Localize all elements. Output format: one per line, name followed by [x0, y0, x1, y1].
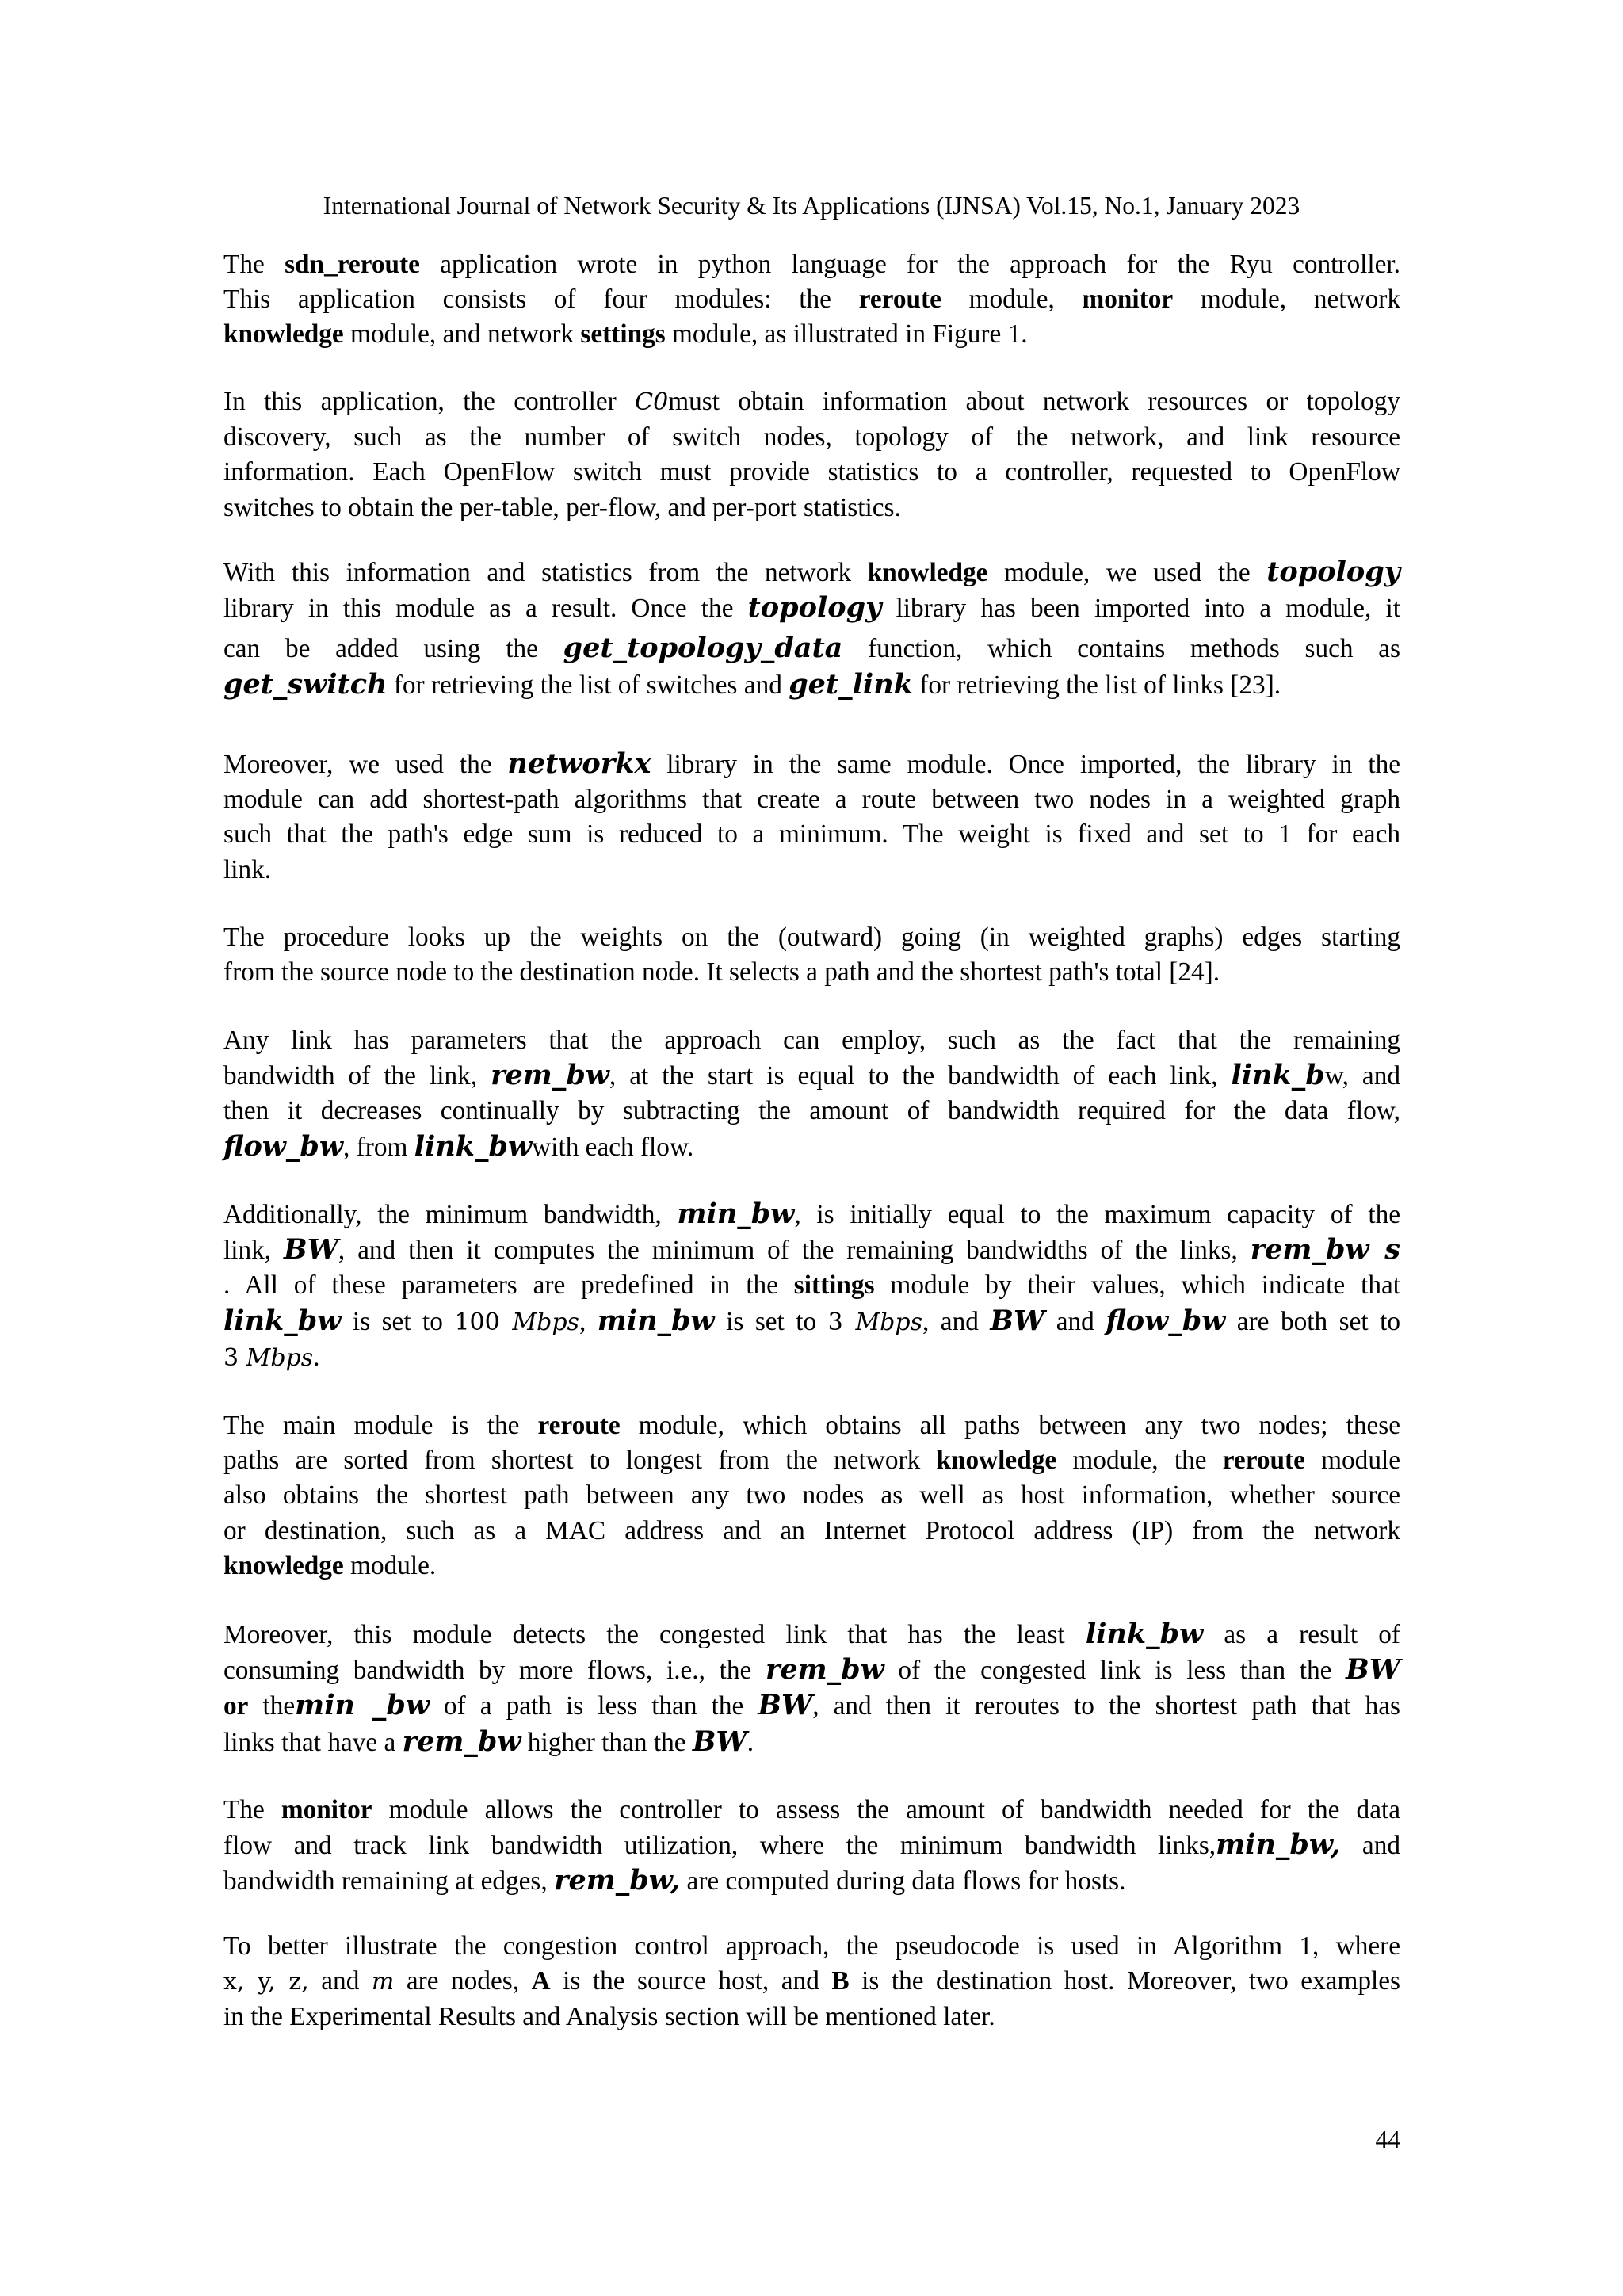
bold-term: monitor — [1082, 285, 1174, 315]
text-line: in the Experimental Results and Analysis section will be mentioned later. — [223, 2002, 995, 2032]
text-run: for retrieving the list of links [23]. — [912, 670, 1281, 700]
text-line — [223, 590, 1400, 626]
text-line — [223, 667, 1400, 703]
text-run: module — [1304, 1446, 1401, 1476]
text-line — [223, 384, 1400, 420]
bold-term: knowledge — [936, 1446, 1057, 1476]
text-line — [223, 1443, 1400, 1478]
math-bw: BW — [1346, 1653, 1400, 1687]
text-run: 100 — [454, 1308, 513, 1336]
text-line: To better illustrate the congestion control approach, the pseudocode is used in Algorithm 1, where — [223, 1931, 1400, 1961]
text-line — [223, 1058, 1400, 1094]
text-run: This application consists of four modules: the — [223, 285, 859, 315]
math-rem-bw-s: rem_bw s — [1250, 1233, 1401, 1266]
text-line: link. — [223, 854, 272, 884]
text-run: the — [248, 1691, 296, 1721]
math-link-bw: link_b — [1231, 1059, 1325, 1092]
text-line — [223, 555, 1400, 590]
bold-term: reroute — [537, 1411, 621, 1440]
text-run: link, — [223, 1236, 285, 1266]
text-line: also obtains the shortest path between any two nodes as well as host information, whether source — [223, 1480, 1400, 1511]
text-run: In this application, the controller — [223, 387, 636, 416]
text-line — [223, 1652, 1400, 1688]
text-line: module can add shortest-path algorithms that create a route between two nodes in a weighted graph — [223, 785, 1400, 815]
math-rem-bw: rem_bw — [402, 1725, 521, 1758]
math-bw: BW — [758, 1689, 813, 1722]
math-link-bw: link_bw — [414, 1129, 533, 1163]
text-run: . All of these parameters are predefined in the — [223, 1270, 794, 1301]
text-run: and — [1044, 1306, 1106, 1336]
math-link-bw: link_bw — [223, 1304, 342, 1337]
text-run: module, we used the — [987, 558, 1267, 587]
paragraph-9 — [223, 1617, 1400, 1760]
paragraph-6 — [223, 1023, 1400, 1165]
text-line: Any link has parameters that the approach can employ, such as the fact that the remaining — [223, 1026, 1400, 1055]
bold-term: settings — [580, 319, 666, 350]
text-run: module, which obtains all paths between any two nodes; these — [620, 1411, 1400, 1440]
bold-term: reroute — [1222, 1446, 1305, 1476]
text-run: bandwidth of the link, — [223, 1061, 491, 1091]
paragraph-11 — [223, 1929, 1400, 2035]
text-run: module by their values, which indicate that — [874, 1270, 1400, 1301]
bold-term: B — [831, 1966, 850, 1996]
text-run: , — [579, 1306, 598, 1336]
text-run: and — [308, 1966, 372, 1996]
text-line — [223, 1304, 1400, 1340]
text-run: Mbps — [855, 1308, 922, 1336]
text-run: are nodes, — [394, 1966, 532, 1996]
text-line — [223, 631, 1400, 667]
text-run: and — [1340, 1831, 1400, 1861]
text-line — [223, 1793, 1400, 1828]
text-run: paths are sorted from shortest to longest from the network — [223, 1446, 937, 1476]
math-c0: C0 — [635, 388, 669, 416]
bold-term: knowledge — [223, 319, 344, 350]
running-header: International Journal of Network Security & Its Applications (IJNSA) Vol.15, No.1, January 2023 — [323, 192, 1300, 220]
math-bw: BW — [990, 1304, 1045, 1337]
bold-term: sittings — [793, 1270, 875, 1301]
math-get-switch: get_switch — [223, 667, 388, 701]
text-run: , and — [922, 1306, 991, 1336]
math-get-link: get_link — [789, 667, 913, 701]
paragraph-4 — [223, 747, 1400, 888]
text-run: library in the same module. Once imported, the library in the — [651, 750, 1401, 779]
text-line — [223, 1863, 1400, 1899]
text-run: 3 — [223, 1343, 246, 1372]
math-rem-bw: rem_bw — [491, 1059, 609, 1092]
text-line: from the source node to the destination node. It selects a path and the shortest path's total [24]. — [223, 957, 1220, 988]
text-run: is set to — [341, 1306, 455, 1336]
text-run: module. — [343, 1550, 437, 1580]
text-line: switches to obtain the per-table, per-flow, and per-port statistics. — [223, 492, 901, 522]
paragraph-3 — [223, 555, 1400, 703]
paragraph-10 — [223, 1793, 1400, 1900]
text-run: The — [223, 250, 285, 279]
math-topology: topology — [1266, 556, 1401, 588]
text-run: The — [223, 1795, 281, 1824]
text-run: is the source host, and — [550, 1966, 832, 1996]
text-run: Moreover, we used the — [223, 750, 508, 779]
text-line — [223, 1197, 1400, 1232]
text-run: are both set to — [1225, 1306, 1400, 1336]
text-run: for retrieving the list of switches and — [387, 670, 789, 700]
math-min-bw: min_bw, — [1216, 1828, 1341, 1862]
bold-term: knowledge — [223, 1550, 344, 1580]
bold-term: knowledge — [867, 558, 988, 587]
text-run: module allows the controller to assess the amount of bandwidth needed for the data — [372, 1795, 1401, 1824]
text-line — [223, 1268, 1400, 1303]
bold-term: or — [223, 1691, 249, 1721]
text-run: is the destination host. Moreover, two examples — [849, 1966, 1401, 1996]
text-line: discovery, such as the number of switch nodes, topology of the network, and link resource — [223, 422, 1400, 453]
text-run: application wrote in python language for the approach for the Ryu controller. — [419, 250, 1400, 279]
text-line — [223, 1688, 1400, 1724]
math-rem-bw: rem_bw — [765, 1653, 884, 1687]
bold-term: A — [531, 1966, 551, 1996]
paragraph-2 — [223, 384, 1400, 525]
text-line: such that the path's edge sum is reduced to a minimum. The weight is fixed and set to 1 for each — [223, 819, 1400, 850]
text-line: information. Each OpenFlow switch must provide statistics to a controller, requested to OpenFlow — [223, 457, 1400, 487]
text-run: consuming bandwidth by more flows, i.e., the — [223, 1656, 766, 1686]
math-nodes: x, y, z, — [223, 1968, 309, 1996]
math-min-bw: min_bw — [597, 1304, 715, 1337]
text-run: 3 — [827, 1308, 856, 1336]
text-run: , at the start is equal to the bandwidth of each link, — [609, 1061, 1232, 1091]
text-run: module, network — [1173, 285, 1400, 315]
paragraph-7 — [223, 1197, 1400, 1376]
text-run: must obtain information about network resources or topology — [668, 387, 1400, 416]
math-networkx: networkx — [507, 747, 651, 780]
math-link-bw: link_bw — [1085, 1618, 1204, 1650]
text-run: library in this module as a result. Once the — [223, 594, 748, 624]
math-min-bw: min_bw — [677, 1198, 795, 1230]
text-run: links that have a — [223, 1727, 403, 1757]
text-run: . — [313, 1342, 320, 1372]
text-line — [223, 247, 1400, 282]
text-run: module, as illustrated in Figure 1. — [665, 319, 1028, 350]
text-run: module, — [941, 285, 1083, 315]
math-flow-bw: flow_bw — [1106, 1304, 1226, 1337]
paragraph-5 — [223, 920, 1400, 990]
text-run: , from — [343, 1132, 414, 1162]
math-get-topology-data: get_topology_data — [563, 632, 843, 665]
text-run: The main module is the — [223, 1411, 538, 1440]
text-line — [223, 317, 1400, 352]
text-run: w, and — [1324, 1061, 1401, 1091]
text-line — [223, 1129, 1400, 1165]
text-line: then it decreases continually by subtracting the amount of bandwidth required for the data flow, — [223, 1096, 1400, 1126]
bold-term: monitor — [281, 1795, 372, 1824]
text-line: The procedure looks up the weights on the (outward) going (in weighted graphs) edges starting — [223, 923, 1400, 952]
paragraph-8 — [223, 1408, 1400, 1584]
text-run: as a result of — [1203, 1620, 1400, 1649]
math-min-bw: min _bw — [295, 1689, 430, 1722]
math-flow-bw: flow_bw — [223, 1129, 344, 1163]
text-run: with each flow. — [532, 1132, 694, 1162]
text-run: . — [747, 1727, 754, 1757]
text-run: library has been imported into a module, it — [881, 594, 1400, 624]
text-run: higher than the — [521, 1727, 693, 1757]
text-line — [223, 1340, 1400, 1376]
text-run: of the congested link is less than the — [884, 1656, 1346, 1686]
text-line — [223, 1725, 1400, 1760]
text-line — [223, 1549, 1400, 1584]
text-line — [223, 1828, 1400, 1863]
text-run: , and then it computes the minimum of the remaining bandwidths of the links, — [338, 1236, 1251, 1266]
text-line — [223, 1408, 1400, 1443]
text-run: Mbps — [246, 1343, 314, 1372]
text-run: flow and track link bandwidth utilization, where the minimum bandwidth links, — [223, 1831, 1216, 1861]
paragraph-1 — [223, 247, 1400, 353]
text-run: module, the — [1056, 1446, 1223, 1476]
text-run: , and then it reroutes to the shortest path that has — [812, 1691, 1400, 1721]
text-run: is set to — [714, 1306, 828, 1336]
text-run: can be added using the — [223, 634, 563, 664]
text-line — [223, 1232, 1400, 1268]
text-run: Additionally, the minimum bandwidth, — [223, 1200, 678, 1229]
text-line — [223, 1617, 1400, 1652]
text-run: are computed during data flows for hosts. — [680, 1866, 1126, 1897]
text-run: With this information and statistics from the network — [223, 558, 868, 587]
page-number: 44 — [1375, 2126, 1400, 2153]
text-run: , is initially equal to the maximum capacity of the — [794, 1200, 1400, 1229]
text-line — [223, 747, 1400, 782]
text-run: module, and network — [343, 319, 581, 350]
text-line: or destination, such as a MAC address and an Internet Protocol address (IP) from the network — [223, 1515, 1400, 1545]
math-bw: BW — [284, 1233, 338, 1266]
text-run: function, which contains methods such as — [842, 634, 1400, 664]
text-run: m — [371, 1968, 395, 1996]
text-run: bandwidth remaining at edges, — [223, 1866, 555, 1897]
text-run: Mbps — [512, 1308, 579, 1336]
text-line — [223, 282, 1400, 317]
text-run: of a path is less than the — [429, 1691, 758, 1721]
math-bw: BW — [692, 1725, 747, 1758]
text-run: Moreover, this module detects the congested link that has the least — [223, 1620, 1086, 1649]
text-line — [223, 1964, 1400, 2000]
math-rem-bw: rem_bw, — [554, 1864, 681, 1897]
bold-term: reroute — [858, 285, 941, 315]
math-topology: topology — [747, 591, 882, 625]
bold-term: sdn_reroute — [285, 250, 420, 279]
